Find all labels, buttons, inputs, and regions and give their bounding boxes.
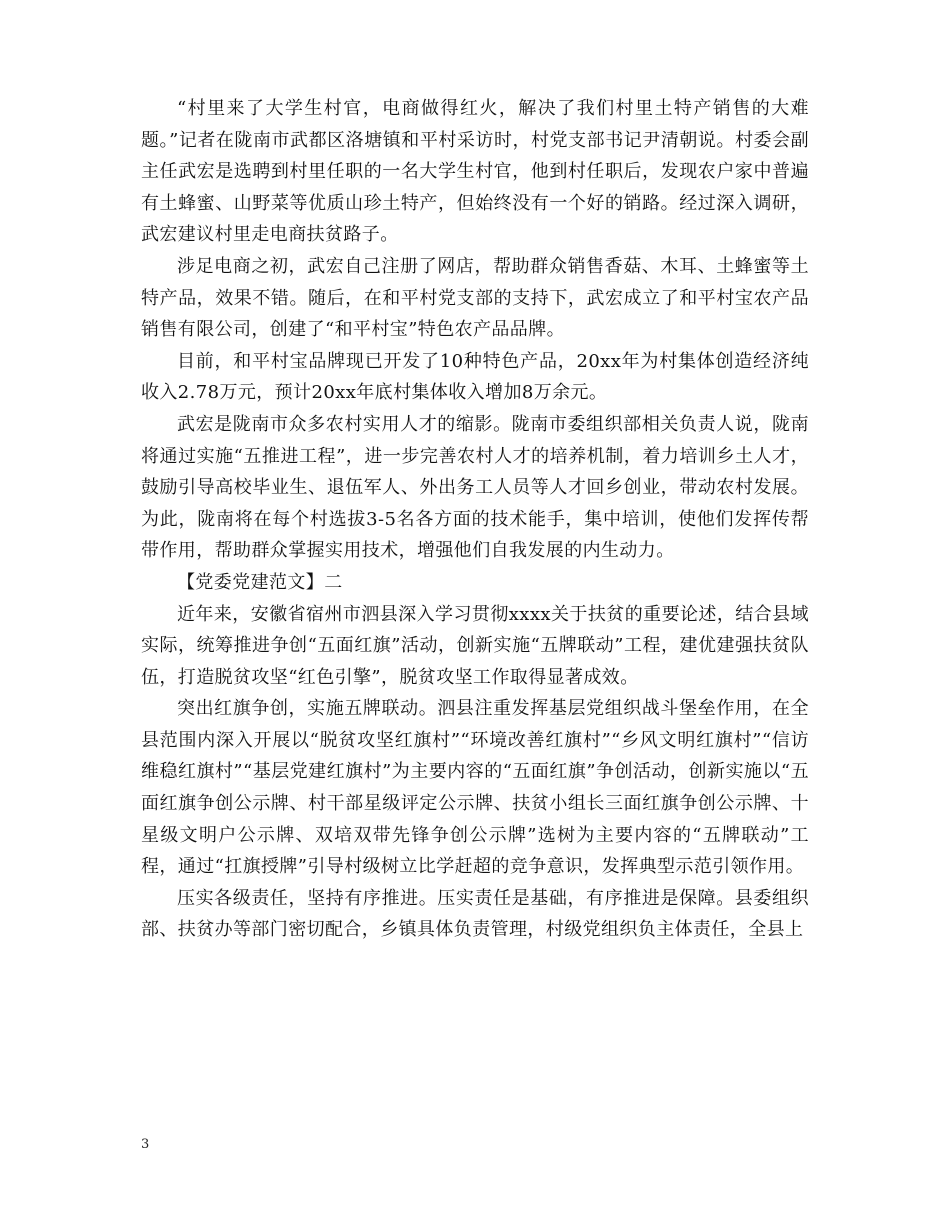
paragraph-6: 突出红旗争创，实施五牌联动。泗县注重发挥基层党组织战斗堡垒作用，在全县范围内深入开展以“脱贫攻坚红旗村”“环境改善红旗村”“乡风文明红旗村”“信访维稳红旗村”“基层党建红旗村”为主要内容的“五面红旗”争创活动，创新实施以“五面红旗争创公示牌、村干部星级评定公示牌、扶贫小组长三面红旗争创公示牌、十星级文明户公示牌、双培双带先锋争创公示牌”选树为主要内容的“五牌联动”工程，通过“扛旗授牌”引导村级树立比学赶超的竞争意识，发挥典型示范引领作用。 (141, 698, 809, 878)
paragraph-5: 近年来，安徽省宿州市泗县深入学习贯彻xxxx关于扶贫的重要论述，结合县域实际，统筹推进争创“五面红旗”活动，创新实施“五牌联动”工程，建优建强扶贫队伍，打造脱贫攻坚“红色引擎”，脱贫攻坚工作取得显著成效。 (141, 603, 809, 688)
paragraph-3: 目前，和平村宝品牌现已开发了10种特色产品，20xx年为村集体创造经济纯收入2.78万元，预计20xx年底村集体收入增加8万余元。 (141, 350, 809, 404)
paragraph-4: 武宏是陇南市众多农村实用人才的缩影。陇南市委组织部相关负责人说，陇南将通过实施“五推进工程”，进一步完善农村人才的培养机制，着力培训乡土人才，鼓励引导高校毕业生、退伍军人、外出务工人员等人才回乡创业，带动农村发展。为此，陇南将在每个村选拔3-5名各方面的技术能手，集中培训，使他们发挥传帮带作用，帮助群众掌握实用技术，增强他们自我发展的内生动力。 (141, 413, 809, 562)
paragraph-2: 涉足电商之初，武宏自己注册了网店，帮助群众销售香菇、木耳、土蜂蜜等土特产品，效果不错。随后，在和平村党支部的支持下，武宏成立了和平村宝农产品销售有限公司，创建了“和平村宝”特色农产品品牌。 (141, 255, 809, 341)
document-body (141, 93, 809, 946)
page-number: 3 (141, 1137, 150, 1152)
paragraph-7: 压实各级责任，坚持有序推进。压实责任是基础，有序推进是保障。县委组织部、扶贫办等部门密切配合，乡镇具体负责管理，村级党组织负主体责任，全县上 (141, 887, 809, 941)
section-heading: 【党委党建范文】二 (177, 571, 343, 593)
paragraph-1: “村里来了大学生村官，电商做得红火，解决了我们村里土特产销售的大难题。”记者在陇南市武都区洛塘镇和平村采访时，村党支部书记尹清朝说。村委会副主任武宏是选聘到村里任职的一名大学生村官，他到村任职后，发现农户家中普遍有土蜂蜜、山野菜等优质山珍土特产，但始终没有一个好的销路。经过深入调研，武宏建议村里走电商扶贫路子。 (141, 98, 809, 246)
